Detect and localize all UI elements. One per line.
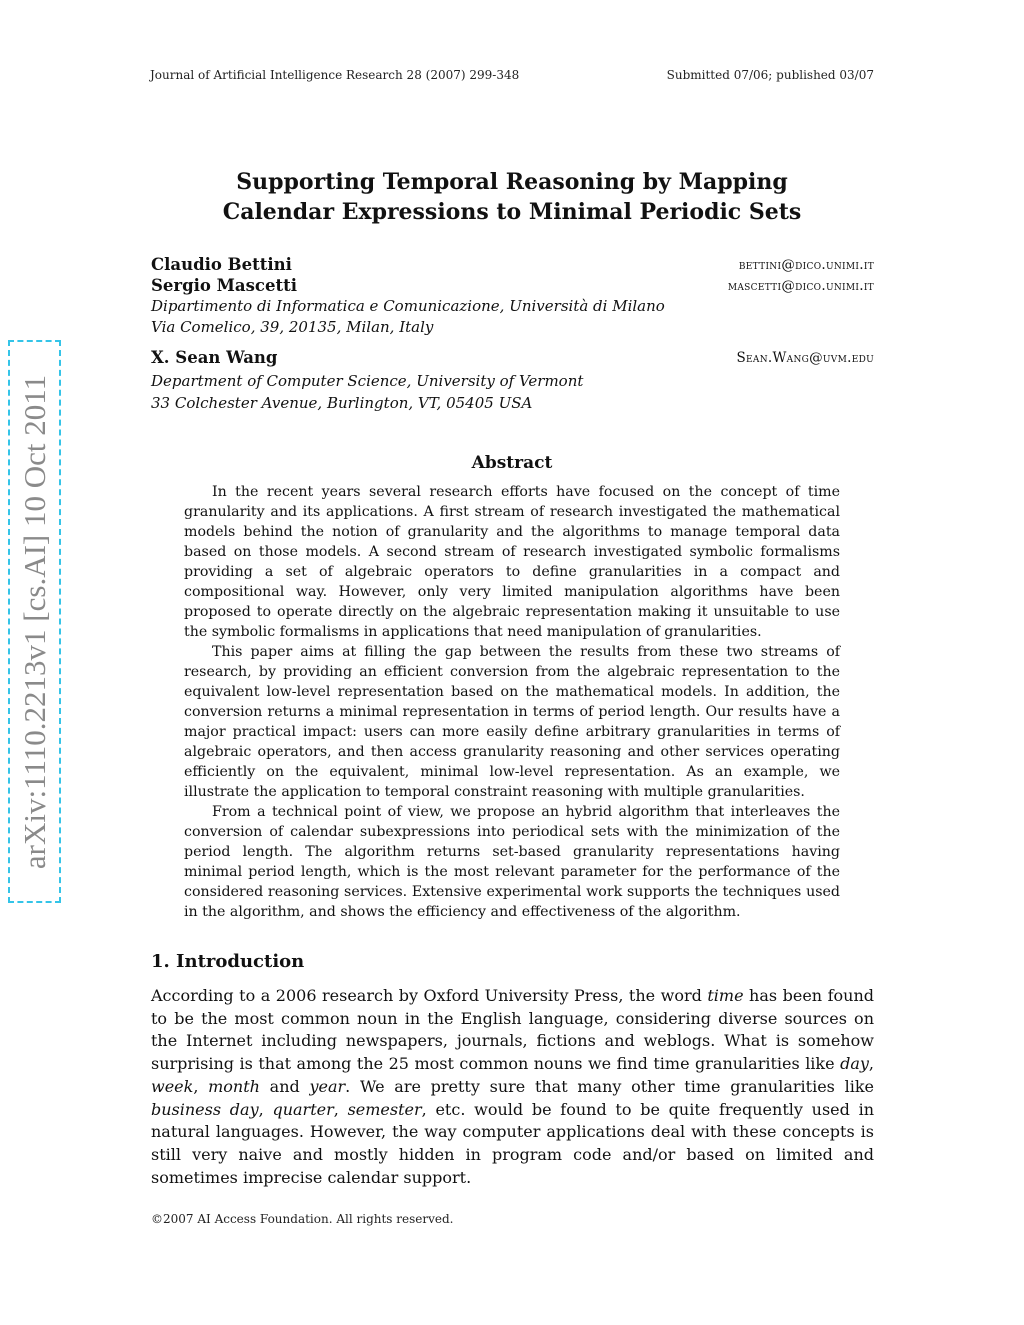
emphasis: quarter	[272, 1099, 334, 1119]
title-line-2: Calendar Expressions to Minimal Periodic Sets	[222, 199, 802, 225]
author-email[interactable]: mascetti@dico.unimi.it	[727, 278, 874, 294]
emphasis: semester	[347, 1099, 422, 1119]
text-run: ,	[193, 1076, 209, 1096]
abstract-paragraph: In the recent years several research efforts have focused on the concept of time granularity and its applications. A first stream of research investigated the mathematical models behind the notion of granularity and the algorithms to manage temporal data based on those models. A second stream of research investigated symbolic formalisms providing a set of algebraic operators to define granularities in a compact and compositional way. However, only very limited manipulation algorithms have been proposed to operate directly on the algebraic representation making it unsuitable to use the symbolic formalisms in applications that need manipulation of granularities.	[184, 484, 840, 640]
text-run: , etc. would be found to be quite frequently used in natural languages. However, the way computer applications deal with these concepts is still very naive and mostly hidden in program code and/or based on limited and sometimes imprecise calendar support.	[151, 1099, 875, 1187]
text-run: and	[259, 1076, 310, 1096]
journal-citation: Journal of Artificial Intelligence Research 28 (2007) 299-348	[150, 68, 520, 82]
arxiv-identifier[interactable]: arXiv:1110.2213v1 [cs.AI] 10 Oct 2011	[16, 374, 52, 869]
arxiv-stamp[interactable]	[8, 340, 61, 903]
emphasis: time	[707, 986, 744, 1005]
copyright-footer: ©2007 AI Access Foundation. All rights reserved.	[151, 1212, 454, 1226]
emphasis: day	[840, 1054, 869, 1074]
author-name: Sergio Mascetti	[151, 276, 297, 295]
section-heading: 1. Introduction	[151, 951, 305, 972]
text-run: According to a 2006 research by Oxford University Press, the word	[151, 986, 708, 1005]
emphasis: week	[151, 1076, 194, 1096]
intro-paragraph	[151, 985, 874, 1189]
author-email[interactable]: bettini@dico.unimi.it	[738, 257, 874, 273]
emphasis: business day	[151, 1099, 259, 1119]
text-run: ,	[333, 1099, 348, 1119]
paper-title	[0, 167, 1024, 227]
emphasis: month	[208, 1076, 260, 1096]
author-name: Claudio Bettini	[151, 255, 292, 274]
abstract-body	[184, 482, 840, 922]
author-name: X. Sean Wang	[151, 348, 278, 367]
text-run: has been found to be the most common noun in the English language, considering diverse sources on the Internet including newspapers, journals, fictions and weblogs. What is somehow surprising is that among the 25 most common nouns we find time granularities like	[151, 986, 875, 1074]
affiliation-line: 33 Colchester Avenue, Burlington, VT, 05405 USA	[151, 394, 533, 412]
abstract-paragraph: From a technical point of view, we propose an hybrid algorithm that interleaves the conversion of calendar subexpressions into periodical sets with the minimization of the period length. The algorithm returns set-based granularity representations having minimal period length, which is the most relevant parameter for the performance of the considered reasoning services. Extensive experimental work supports the techniques used in the algorithm, and shows the efficiency and effectiveness of the algorithm.	[184, 804, 840, 920]
abstract-paragraph: This paper aims at filling the gap between the results from these two streams of research, by providing an efficient conversion from the algebraic representation to the equivalent low-level representation based on the mathematical models. In addition, the conversion returns a minimal representation in terms of period length. Our results have a major practical impact: users can more easily define arbitrary granularities in terms of algebraic operators, and then access granularity reasoning and other services operating efficiently on the equivalent, minimal low-level representation. As an example, we illustrate the application to temporal constraint reasoning with multiple granularities.	[184, 644, 840, 800]
affiliation-line: Dipartimento di Informatica e Comunicazione, Università di Milano	[151, 297, 665, 315]
text-run: ,	[258, 1099, 273, 1119]
abstract-heading: Abstract	[471, 453, 553, 473]
emphasis: year	[309, 1076, 346, 1096]
title-line-1: Supporting Temporal Reasoning by Mapping	[236, 169, 788, 195]
text-run: ,	[868, 1054, 874, 1074]
author-email[interactable]: Sean.Wang@uvm.edu	[736, 350, 874, 366]
affiliation-line: Via Comelico, 39, 20135, Milan, Italy	[151, 318, 434, 336]
text-run: . We are pretty sure that many other time granularities like	[345, 1076, 874, 1096]
submission-dates: Submitted 07/06; published 03/07	[666, 68, 874, 82]
affiliation-line: Department of Computer Science, University of Vermont	[151, 372, 584, 390]
